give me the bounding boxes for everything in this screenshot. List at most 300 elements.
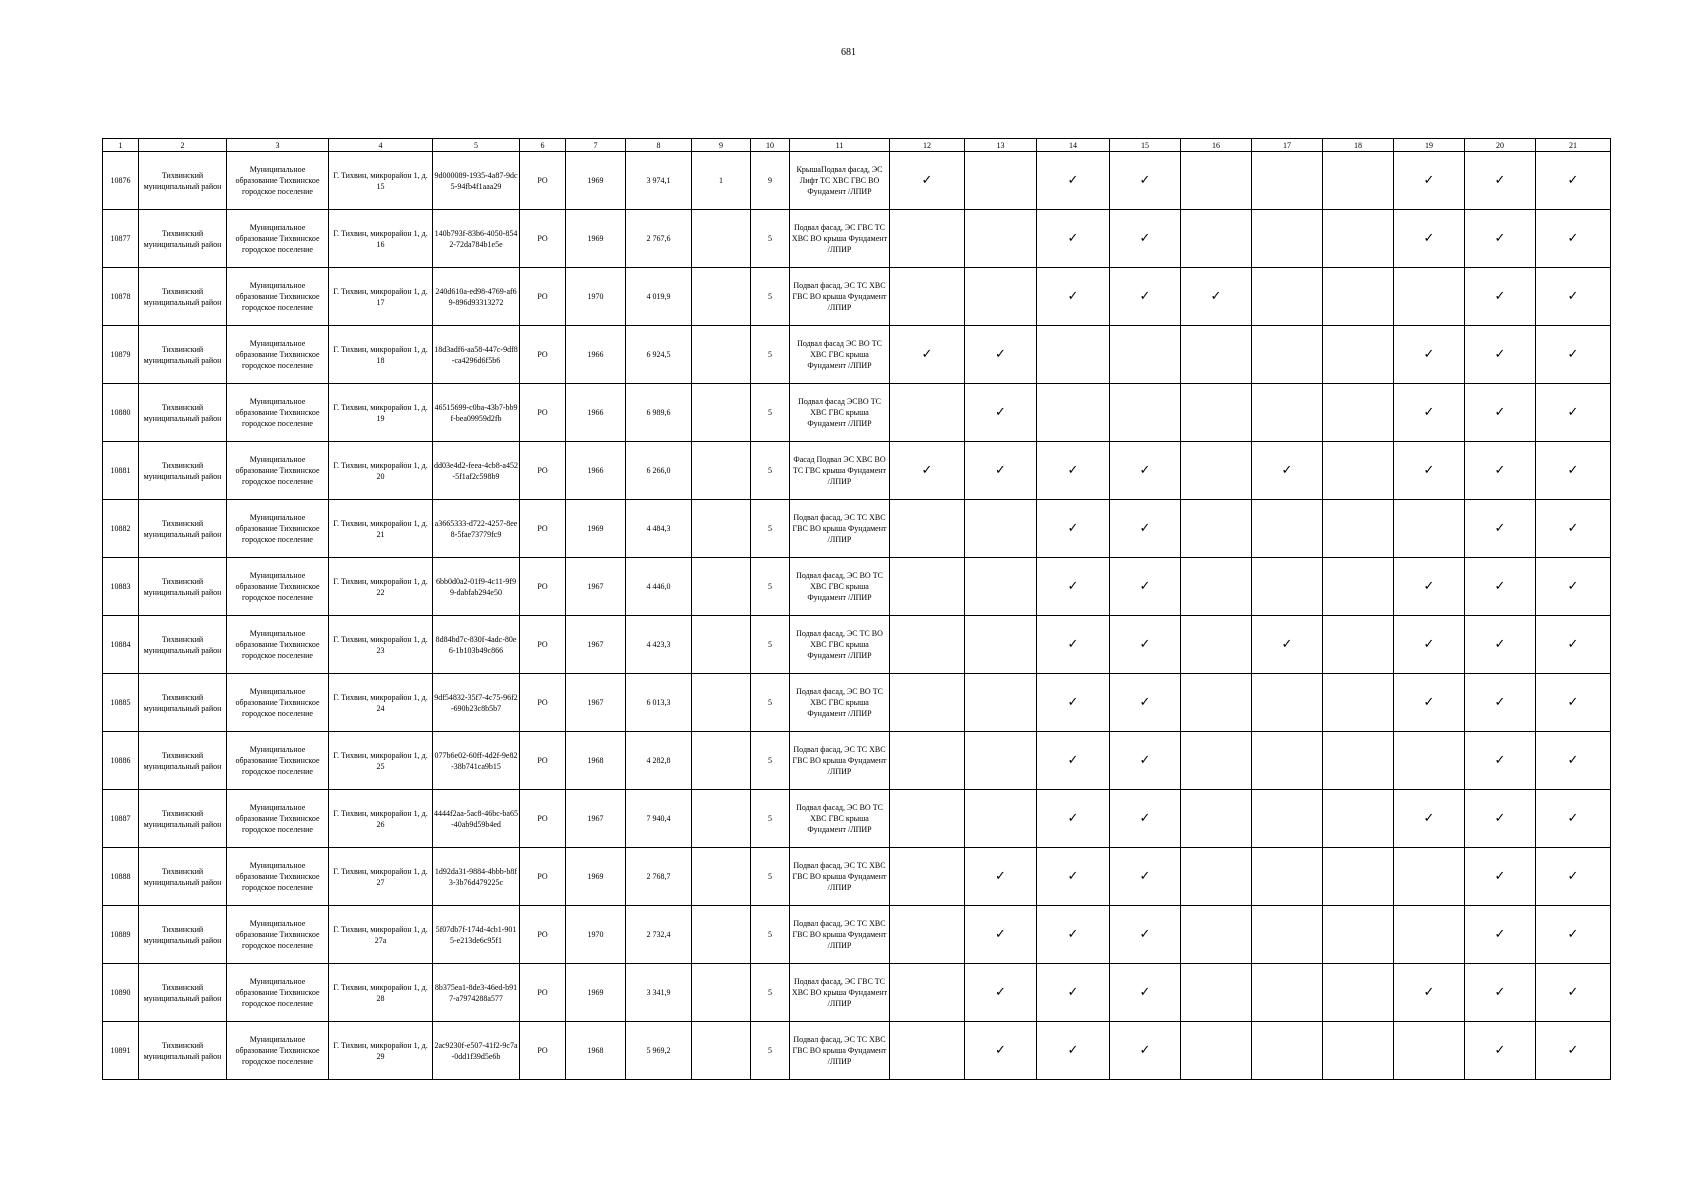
cell-col9-value: 1: [692, 152, 751, 210]
cell-works: Подвал фасад, ЭС ВО ТС ХВС ГВС крыша Фундамент /ЛПИР: [790, 790, 890, 848]
checkmark-icon: ✓: [1567, 521, 1579, 536]
cell-check-col-17: [1252, 442, 1323, 500]
column-header-3: 3: [227, 139, 329, 152]
cell-works: Подвал фасад, ЭС ГВС ТС ХВС ВО крыша Фундамент /ЛПИР: [790, 964, 890, 1022]
cell-municipality: Муниципальное образование Тихвинское городское поселение: [227, 152, 329, 210]
cell-form: РО: [520, 1022, 566, 1080]
cell-district: Тихвинский муниципальный район: [139, 964, 227, 1022]
cell-check-col-16: [1181, 674, 1252, 732]
cell-check-col-13: [965, 210, 1037, 268]
cell-municipality: Муниципальное образование Тихвинское городское поселение: [227, 268, 329, 326]
cell-check-col-21: [1536, 790, 1611, 848]
cell-check-col-13: [965, 268, 1037, 326]
table-row: [103, 790, 1611, 848]
cell-year: 1968: [566, 1022, 626, 1080]
cell-col9-value: [692, 500, 751, 558]
cell-check-col-19: [1394, 616, 1465, 674]
cell-area: 4 484,3: [626, 500, 692, 558]
cell-col9-value: [692, 616, 751, 674]
cell-floors: 5: [751, 558, 790, 616]
cell-check-col-18: [1323, 964, 1394, 1022]
cell-address: Г. Тихвин, микрорайон 1, д. 24: [329, 674, 433, 732]
cell-floors: 5: [751, 210, 790, 268]
column-header-2: 2: [139, 139, 227, 152]
cell-form: РО: [520, 848, 566, 906]
checkmark-icon: ✓: [1139, 753, 1151, 768]
cell-check-col-13: [965, 152, 1037, 210]
cell-check-col-19: [1394, 1022, 1465, 1080]
cell-year: 1967: [566, 616, 626, 674]
cell-municipality: Муниципальное образование Тихвинское городское поселение: [227, 210, 329, 268]
cell-check-col-12: [890, 848, 965, 906]
cell-check-col-16: [1181, 500, 1252, 558]
cell-address: Г. Тихвин, микрорайон 1, д. 28: [329, 964, 433, 1022]
cell-check-col-16: [1181, 210, 1252, 268]
cell-year: 1970: [566, 268, 626, 326]
table-row: [103, 384, 1611, 442]
cell-check-col-12: [890, 964, 965, 1022]
checkmark-icon: ✓: [1494, 579, 1506, 594]
column-header-10: 10: [751, 139, 790, 152]
table-row: [103, 210, 1611, 268]
column-header-7: 7: [566, 139, 626, 152]
column-header-17: 17: [1252, 139, 1323, 152]
cell-check-col-18: [1323, 848, 1394, 906]
checkmark-icon: ✓: [1067, 695, 1079, 710]
cell-check-col-20: [1465, 268, 1536, 326]
cell-check-col-20: [1465, 558, 1536, 616]
cell-address: Г. Тихвин, микрорайон 1, д. 20: [329, 442, 433, 500]
cell-address: Г. Тихвин, микрорайон 1, д. 25: [329, 732, 433, 790]
cell-area: 6 266,0: [626, 442, 692, 500]
cell-address: Г. Тихвин, микрорайон 1, д. 27а: [329, 906, 433, 964]
column-header-18: 18: [1323, 139, 1394, 152]
checkmark-icon: ✓: [995, 1043, 1006, 1058]
checkmark-icon: ✓: [995, 405, 1006, 420]
cell-check-col-15: [1110, 152, 1181, 210]
cell-works: Подвал фасад, ЭС ВО ТС ХВС ГВС крыша Фундамент /ЛПИР: [790, 558, 890, 616]
checkmark-icon: ✓: [1067, 173, 1079, 188]
cell-municipality: Муниципальное образование Тихвинское городское поселение: [227, 674, 329, 732]
table-row: [103, 732, 1611, 790]
cell-floors: 5: [751, 674, 790, 732]
cell-district: Тихвинский муниципальный район: [139, 268, 227, 326]
cell-form: РО: [520, 616, 566, 674]
checkmark-icon: ✓: [1423, 231, 1435, 246]
cell-check-col-14: [1037, 326, 1110, 384]
cell-check-col-18: [1323, 210, 1394, 268]
checkmark-icon: ✓: [995, 927, 1006, 942]
cell-check-col-13: [965, 1022, 1037, 1080]
cell-record-number: 10877: [103, 210, 139, 268]
cell-check-col-13: [965, 558, 1037, 616]
checkmark-icon: ✓: [1494, 985, 1506, 1000]
table-row: [103, 964, 1611, 1022]
cell-check-col-16: [1181, 152, 1252, 210]
cell-check-col-13: [965, 616, 1037, 674]
checkmark-icon: ✓: [1494, 869, 1506, 884]
cell-address: Г. Тихвин, микрорайон 1, д. 29: [329, 1022, 433, 1080]
cell-area: 4 019,9: [626, 268, 692, 326]
cell-check-col-13: [965, 964, 1037, 1022]
cell-guid: 8d84bd7c-830f-4adc-80e6-1b103b49c866: [433, 616, 520, 674]
checkmark-icon: ✓: [1494, 405, 1506, 420]
cell-check-col-15: [1110, 732, 1181, 790]
cell-check-col-19: [1394, 906, 1465, 964]
cell-works: КрышаПодвал фасад, ЭС Лифт ТС ХВС ГВС ВО Фундамент /ЛПИР: [790, 152, 890, 210]
checkmark-icon: ✓: [995, 463, 1006, 478]
column-header-6: 6: [520, 139, 566, 152]
cell-check-col-14: [1037, 210, 1110, 268]
checkmark-icon: ✓: [1067, 521, 1079, 536]
cell-check-col-13: [965, 442, 1037, 500]
cell-check-col-21: [1536, 326, 1611, 384]
cell-check-col-18: [1323, 326, 1394, 384]
cell-district: Тихвинский муниципальный район: [139, 674, 227, 732]
cell-check-col-18: [1323, 674, 1394, 732]
cell-municipality: Муниципальное образование Тихвинское городское поселение: [227, 442, 329, 500]
cell-check-col-16: [1181, 268, 1252, 326]
cell-check-col-17: [1252, 268, 1323, 326]
cell-check-col-12: [890, 384, 965, 442]
checkmark-icon: ✓: [1139, 869, 1151, 884]
column-header-8: 8: [626, 139, 692, 152]
checkmark-icon: ✓: [1567, 1043, 1579, 1058]
cell-col9-value: [692, 848, 751, 906]
cell-district: Тихвинский муниципальный район: [139, 500, 227, 558]
cell-check-col-16: [1181, 326, 1252, 384]
checkmark-icon: ✓: [921, 463, 933, 478]
cell-check-col-15: [1110, 442, 1181, 500]
cell-check-col-19: [1394, 326, 1465, 384]
cell-district: Тихвинский муниципальный район: [139, 1022, 227, 1080]
cell-check-col-18: [1323, 790, 1394, 848]
cell-check-col-14: [1037, 152, 1110, 210]
column-header-16: 16: [1181, 139, 1252, 152]
cell-check-col-15: [1110, 964, 1181, 1022]
cell-check-col-13: [965, 848, 1037, 906]
cell-col9-value: [692, 268, 751, 326]
cell-record-number: 10881: [103, 442, 139, 500]
checkmark-icon: ✓: [921, 173, 933, 188]
cell-check-col-19: [1394, 674, 1465, 732]
cell-floors: 5: [751, 442, 790, 500]
cell-check-col-21: [1536, 384, 1611, 442]
cell-check-col-15: [1110, 674, 1181, 732]
cell-check-col-14: [1037, 442, 1110, 500]
cell-district: Тихвинский муниципальный район: [139, 152, 227, 210]
cell-district: Тихвинский муниципальный район: [139, 384, 227, 442]
cell-check-col-19: [1394, 500, 1465, 558]
cell-address: Г. Тихвин, микрорайон 1, д. 23: [329, 616, 433, 674]
cell-check-col-12: [890, 558, 965, 616]
checkmark-icon: ✓: [1067, 463, 1079, 478]
cell-address: Г. Тихвин, микрорайон 1, д. 19: [329, 384, 433, 442]
checkmark-icon: ✓: [1139, 579, 1151, 594]
cell-check-col-15: [1110, 558, 1181, 616]
checkmark-icon: ✓: [1494, 173, 1506, 188]
cell-works: Подвал фасад, ЭС ТС ВО ХВС ГВС крыша Фундамент /ЛПИР: [790, 616, 890, 674]
cell-year: 1969: [566, 152, 626, 210]
cell-form: РО: [520, 558, 566, 616]
cell-check-col-20: [1465, 616, 1536, 674]
checkmark-icon: ✓: [1139, 637, 1151, 652]
checkmark-icon: ✓: [1567, 927, 1579, 942]
checkmark-icon: ✓: [1567, 231, 1579, 246]
cell-check-col-17: [1252, 152, 1323, 210]
cell-record-number: 10876: [103, 152, 139, 210]
cell-record-number: 10880: [103, 384, 139, 442]
cell-municipality: Муниципальное образование Тихвинское городское поселение: [227, 1022, 329, 1080]
cell-check-col-20: [1465, 906, 1536, 964]
cell-check-col-14: [1037, 848, 1110, 906]
cell-check-col-15: [1110, 790, 1181, 848]
checkmark-icon: ✓: [1210, 289, 1222, 304]
checkmark-icon: ✓: [1423, 695, 1435, 710]
cell-guid: 46515699-c0ba-43b7-bb9f-bea09959d2fb: [433, 384, 520, 442]
cell-check-col-21: [1536, 442, 1611, 500]
table-row: [103, 1022, 1611, 1080]
column-header-19: 19: [1394, 139, 1465, 152]
cell-guid: 140b793f-83b6-4050-8542-72da784b1e5e: [433, 210, 520, 268]
checkmark-icon: ✓: [1067, 289, 1079, 304]
checkmark-icon: ✓: [1067, 1043, 1079, 1058]
cell-check-col-20: [1465, 964, 1536, 1022]
cell-area: 4 282,8: [626, 732, 692, 790]
cell-check-col-15: [1110, 210, 1181, 268]
cell-area: 6 013,3: [626, 674, 692, 732]
cell-works: Подвал фасад, ЭС ТС ХВС ГВС ВО крыша Фундамент /ЛПИР: [790, 1022, 890, 1080]
cell-form: РО: [520, 152, 566, 210]
checkmark-icon: ✓: [1139, 289, 1151, 304]
cell-check-col-21: [1536, 500, 1611, 558]
cell-district: Тихвинский муниципальный район: [139, 210, 227, 268]
cell-check-col-17: [1252, 500, 1323, 558]
column-header-4: 4: [329, 139, 433, 152]
checkmark-icon: ✓: [1281, 463, 1293, 478]
cell-floors: 5: [751, 732, 790, 790]
cell-year: 1968: [566, 732, 626, 790]
checkmark-icon: ✓: [1423, 637, 1435, 652]
page-number: 681: [841, 47, 856, 58]
cell-check-col-15: [1110, 616, 1181, 674]
cell-check-col-18: [1323, 384, 1394, 442]
cell-check-col-15: [1110, 848, 1181, 906]
cell-area: 6 989,6: [626, 384, 692, 442]
checkmark-icon: ✓: [1139, 811, 1151, 826]
table-row: [103, 152, 1611, 210]
checkmark-icon: ✓: [1139, 985, 1151, 1000]
cell-works: Фасад Подвал ЭС ХВС ВО ТС ГВС крыша Фундамент /ЛПИР: [790, 442, 890, 500]
cell-check-col-20: [1465, 674, 1536, 732]
checkmark-icon: ✓: [1067, 637, 1079, 652]
checkmark-icon: ✓: [1423, 985, 1435, 1000]
checkmark-icon: ✓: [1139, 521, 1151, 536]
checkmark-icon: ✓: [1067, 927, 1079, 942]
column-header-13: 13: [965, 139, 1037, 152]
cell-form: РО: [520, 500, 566, 558]
cell-form: РО: [520, 384, 566, 442]
cell-check-col-21: [1536, 152, 1611, 210]
cell-guid: 8b375ea1-8de3-46ed-b917-a7974288a577: [433, 964, 520, 1022]
cell-check-col-16: [1181, 790, 1252, 848]
checkmark-icon: ✓: [1494, 927, 1506, 942]
cell-year: 1969: [566, 210, 626, 268]
cell-year: 1967: [566, 790, 626, 848]
cell-record-number: 10882: [103, 500, 139, 558]
column-header-9: 9: [692, 139, 751, 152]
cell-form: РО: [520, 326, 566, 384]
cell-record-number: 10889: [103, 906, 139, 964]
cell-municipality: Муниципальное образование Тихвинское городское поселение: [227, 964, 329, 1022]
checkmark-icon: ✓: [1567, 289, 1579, 304]
cell-check-col-19: [1394, 210, 1465, 268]
checkmark-icon: ✓: [1139, 695, 1151, 710]
table-row: [103, 442, 1611, 500]
cell-check-col-14: [1037, 1022, 1110, 1080]
cell-floors: 5: [751, 616, 790, 674]
cell-year: 1966: [566, 442, 626, 500]
cell-check-col-18: [1323, 442, 1394, 500]
cell-check-col-16: [1181, 848, 1252, 906]
cell-district: Тихвинский муниципальный район: [139, 732, 227, 790]
checkmark-icon: ✓: [1067, 753, 1079, 768]
table-row: [103, 268, 1611, 326]
cell-year: 1970: [566, 906, 626, 964]
cell-check-col-15: [1110, 268, 1181, 326]
checkmark-icon: ✓: [1067, 985, 1079, 1000]
cell-check-col-17: [1252, 616, 1323, 674]
cell-record-number: 10883: [103, 558, 139, 616]
cell-check-col-21: [1536, 964, 1611, 1022]
cell-check-col-18: [1323, 616, 1394, 674]
checkmark-icon: ✓: [1567, 869, 1579, 884]
checkmark-icon: ✓: [1567, 637, 1579, 652]
cell-check-col-15: [1110, 384, 1181, 442]
cell-check-col-14: [1037, 268, 1110, 326]
cell-check-col-20: [1465, 790, 1536, 848]
cell-check-col-17: [1252, 848, 1323, 906]
checkmark-icon: ✓: [921, 347, 933, 362]
cell-municipality: Муниципальное образование Тихвинское городское поселение: [227, 906, 329, 964]
column-number-row: [103, 139, 1611, 152]
table-row: [103, 500, 1611, 558]
cell-floors: 5: [751, 906, 790, 964]
cell-works: Подвал фасад, ЭС ТС ХВС ГВС ВО крыша Фундамент /ЛПИР: [790, 732, 890, 790]
cell-check-col-18: [1323, 1022, 1394, 1080]
cell-guid: 1d92da31-9884-4bbb-b8f3-3b76d479225c: [433, 848, 520, 906]
cell-check-col-14: [1037, 500, 1110, 558]
cell-check-col-12: [890, 268, 965, 326]
cell-col9-value: [692, 210, 751, 268]
cell-year: 1966: [566, 384, 626, 442]
cell-guid: a3665333-d722-4257-8ee8-5fae73779fc9: [433, 500, 520, 558]
cell-check-col-19: [1394, 268, 1465, 326]
cell-guid: 9df54832-35f7-4c75-96f2-690b23c8b5b7: [433, 674, 520, 732]
cell-record-number: 10891: [103, 1022, 139, 1080]
cell-check-col-18: [1323, 152, 1394, 210]
cell-check-col-15: [1110, 326, 1181, 384]
cell-record-number: 10890: [103, 964, 139, 1022]
checkmark-icon: ✓: [1067, 231, 1079, 246]
cell-guid: 6bb0d0a2-01f9-4c11-9f99-dabfab294e50: [433, 558, 520, 616]
cell-district: Тихвинский муниципальный район: [139, 906, 227, 964]
cell-check-col-12: [890, 906, 965, 964]
cell-check-col-18: [1323, 906, 1394, 964]
cell-address: Г. Тихвин, микрорайон 1, д. 26: [329, 790, 433, 848]
checkmark-icon: ✓: [1494, 463, 1506, 478]
column-header-21: 21: [1536, 139, 1611, 152]
cell-area: 6 924,5: [626, 326, 692, 384]
checkmark-icon: ✓: [1494, 347, 1506, 362]
table-header: [103, 139, 1611, 152]
checkmark-icon: ✓: [1567, 579, 1579, 594]
cell-check-col-19: [1394, 848, 1465, 906]
checkmark-icon: ✓: [1494, 637, 1506, 652]
cell-area: 2 768,7: [626, 848, 692, 906]
cell-check-col-12: [890, 616, 965, 674]
cell-works: Подвал фасад, ЭС ТС ХВС ГВС ВО крыша Фундамент /ЛПИР: [790, 906, 890, 964]
cell-works: Подвал фасад, ЭС ТС ХВС ГВС ВО крыша Фундамент /ЛПИР: [790, 268, 890, 326]
table-row: [103, 326, 1611, 384]
table-row: [103, 848, 1611, 906]
column-header-11: 11: [790, 139, 890, 152]
cell-check-col-12: [890, 442, 965, 500]
cell-check-col-12: [890, 500, 965, 558]
cell-check-col-14: [1037, 732, 1110, 790]
cell-works: Подвал фасад, ЭС ТС ХВС ГВС ВО крыша Фундамент /ЛПИР: [790, 500, 890, 558]
cell-record-number: 10885: [103, 674, 139, 732]
cell-works: Подвал фасад, ЭС ВО ТС ХВС ГВС крыша Фундамент /ЛПИР: [790, 674, 890, 732]
cell-year: 1969: [566, 964, 626, 1022]
cell-check-col-13: [965, 384, 1037, 442]
cell-guid: dd03e4d2-feea-4cb8-a452-5f1af2c598b9: [433, 442, 520, 500]
cell-check-col-15: [1110, 1022, 1181, 1080]
checkmark-icon: ✓: [1567, 753, 1579, 768]
cell-check-col-18: [1323, 732, 1394, 790]
cell-check-col-13: [965, 790, 1037, 848]
cell-check-col-16: [1181, 906, 1252, 964]
column-header-5: 5: [433, 139, 520, 152]
cell-check-col-17: [1252, 384, 1323, 442]
cell-col9-value: [692, 790, 751, 848]
cell-address: Г. Тихвин, микрорайон 1, д. 18: [329, 326, 433, 384]
column-header-1: 1: [103, 139, 139, 152]
cell-check-col-14: [1037, 384, 1110, 442]
checkmark-icon: ✓: [1494, 1043, 1506, 1058]
cell-district: Тихвинский муниципальный район: [139, 616, 227, 674]
table-row: [103, 674, 1611, 732]
cell-area: 3 974,1: [626, 152, 692, 210]
cell-check-col-19: [1394, 964, 1465, 1022]
cell-col9-value: [692, 384, 751, 442]
cell-municipality: Муниципальное образование Тихвинское городское поселение: [227, 616, 329, 674]
cell-check-col-13: [965, 906, 1037, 964]
cell-address: Г. Тихвин, микрорайон 1, д. 27: [329, 848, 433, 906]
cell-col9-value: [692, 906, 751, 964]
checkmark-icon: ✓: [995, 869, 1006, 884]
cell-area: 5 969,2: [626, 1022, 692, 1080]
cell-address: Г. Тихвин, микрорайон 1, д. 15: [329, 152, 433, 210]
cell-floors: 5: [751, 1022, 790, 1080]
cell-check-col-21: [1536, 732, 1611, 790]
cell-check-col-16: [1181, 616, 1252, 674]
cell-check-col-17: [1252, 732, 1323, 790]
cell-check-col-16: [1181, 732, 1252, 790]
cell-check-col-13: [965, 500, 1037, 558]
cell-check-col-17: [1252, 210, 1323, 268]
cell-municipality: Муниципальное образование Тихвинское городское поселение: [227, 558, 329, 616]
